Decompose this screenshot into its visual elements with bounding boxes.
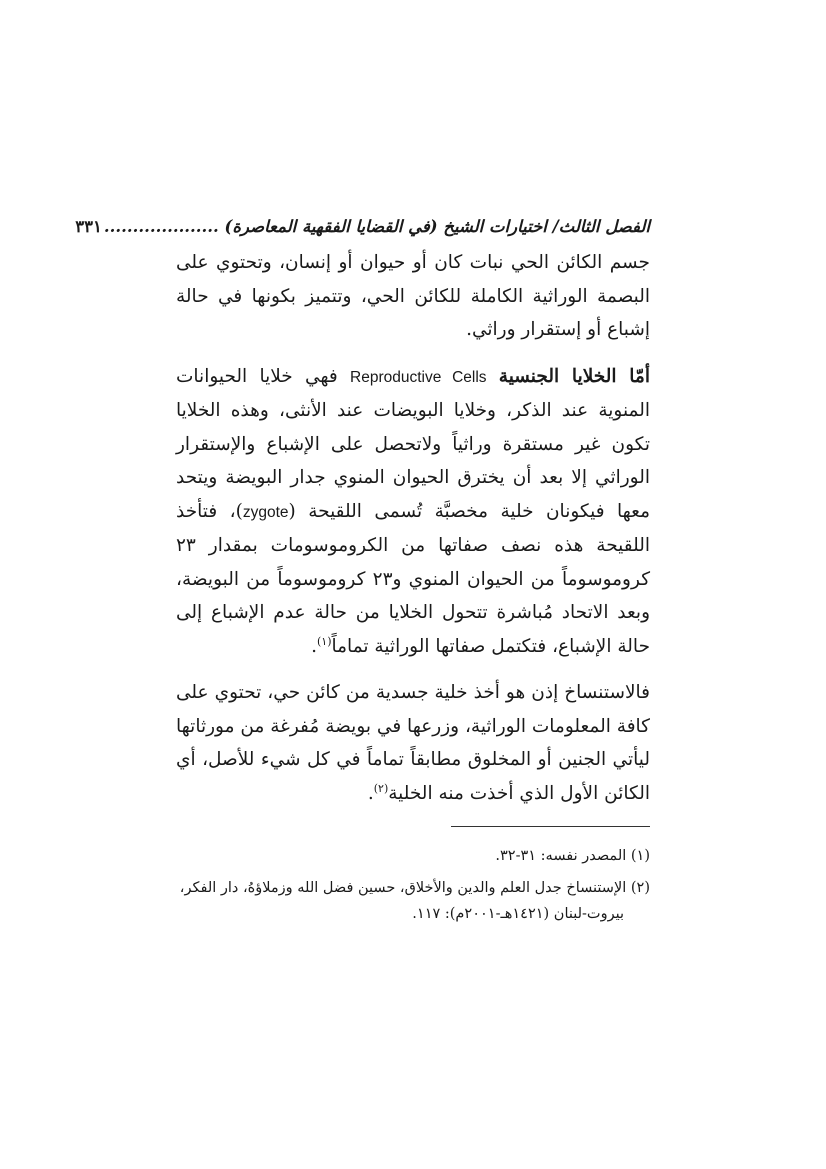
paragraph-2-text: فهي خلايا الحيوانات المنوية عند الذكر، وخلايا البويضات عند الأنثى، وهذه الخلايا تكون غير مستقرة وراثياً ولاتحصل على الإشباع والإستقرار الوراثي إلا بعد أن يخترق الحيوان المنوي جدار البويضة ويتحد معها فيكونان خلية مخصبَّة تُسمى اللقيحة (	[176, 365, 650, 522]
paragraph-2-lead: أمّا الخلايا الجنسية	[498, 365, 650, 387]
paragraph-2-latin-term: Reproductive Cells	[350, 368, 487, 386]
paragraph-2-end: .	[311, 635, 317, 657]
paragraph-1	[176, 246, 650, 347]
paragraph-3-text: فالاستنساخ إذن هو أخذ خلية جسدية من كائن حي، تحتوي على كافة المعلومات الوراثية، وزرعها في بويضة مُفرغة من مورثاتها ليأتي الجنين أو المخلوق مطابقاً تماماً في كل شيء للأصل، أي الكائن الأول الذي أخذت منه الخلية	[176, 682, 650, 804]
paragraph-1-text: جسم الكائن الحي نبات كان أو حيوان أو إنسان، وتحتوي على البصمة الوراثية الكاملة للكائن الحي، وتتميز بكونها في حالة إشباع أو إستقرار وراثي.	[176, 252, 650, 340]
footnote-1-text: (١) المصدر نفسه: ٣١-٣٢.	[495, 848, 650, 864]
footnote-2	[176, 875, 650, 927]
running-header	[75, 209, 650, 243]
footnotes	[176, 843, 650, 933]
paragraph-2-zygote-term: zygote	[242, 503, 289, 521]
footnote-ref-1[interactable]: (١)	[317, 634, 332, 648]
paragraph-3	[176, 676, 650, 810]
paragraph-2	[176, 360, 650, 664]
footnote-1	[176, 843, 650, 869]
footnote-ref-2[interactable]: (٢)	[373, 781, 389, 795]
footnote-2-continuation: بيروت-لبنان (١٤٢١هـ-٢٠٠١م): ١١٧.	[412, 906, 624, 922]
page-number: ٣٣١	[75, 216, 102, 236]
header-title: الفصل الثالث/ اختيارات الشيخ (في القضايا الفقهية المعاصرة) ....................	[103, 216, 650, 236]
paragraph-2-text-continued: )، فتأخذ اللقيحة هذه نصف صفاتها من الكروموسومات بمقدار ٢٣ كروموسوماً من الحيوان المنوي و٢٣ كروموسوماً من البويضة، وبعد الاتحاد مُباشرة تتحول الخلايا من حالة عدم الإشباع إلى حالة الإشباع، فتكتمل صفاتها الوراثية تماماً	[176, 500, 650, 657]
body-text	[176, 246, 650, 810]
paragraph-3-end: .	[367, 782, 374, 804]
footnote-2-text: (٢) الإستنساخ جدل العلم والدين والأخلاق، حسين فضل الله وزملاؤهُ، دار الفكر،	[179, 880, 650, 896]
footnote-divider	[451, 826, 650, 827]
